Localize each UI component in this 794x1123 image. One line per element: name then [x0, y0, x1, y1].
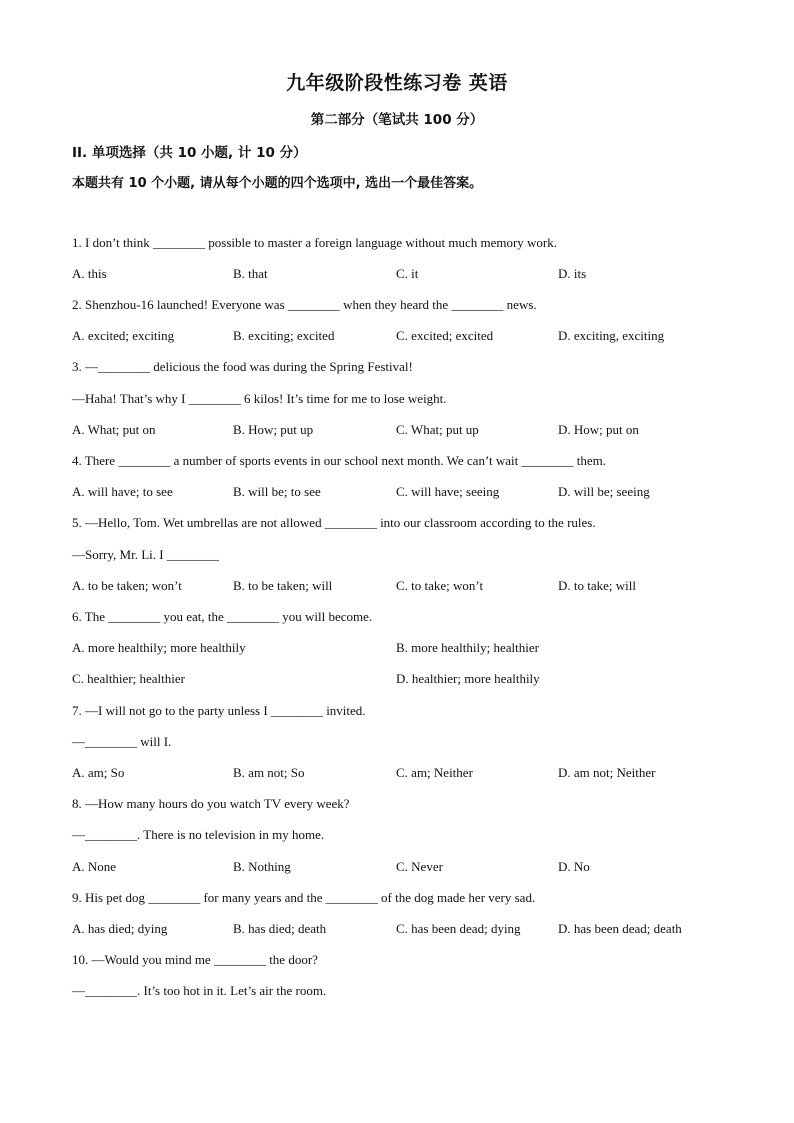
question-9-option-d: D. has been dead; death [558, 921, 682, 936]
question-3-option-d: D. How; put on [558, 422, 639, 437]
question-6-stem: 6. The ________ you eat, the ________ you will become. [72, 609, 373, 624]
question-6-option-a: A. more healthily; more healthily [72, 640, 246, 655]
question-2-option-a: A. excited; exciting [72, 328, 175, 343]
question-1-option-b: B. that [233, 266, 268, 281]
section-instruction: 本题共有 10 个小题, 请从每个小题的四个选项中, 选出一个最佳答案。 [72, 176, 483, 191]
question-6-option-d: D. healthier; more healthily [396, 671, 540, 686]
question-9-option-b: B. has died; death [233, 921, 327, 936]
question-10-stem: 10. —Would you mind me ________ the door? [72, 952, 318, 967]
question-5-option-b: B. to be taken; will [233, 578, 333, 593]
exam-subtitle: 第二部分（笔试共 100 分） [310, 112, 484, 128]
question-3-option-a: A. What; put on [72, 422, 156, 437]
question-7-option-b: B. am not; So [233, 765, 305, 780]
question-5-option-d: D. to take; will [558, 578, 636, 593]
question-8-option-d: D. No [558, 859, 590, 874]
question-8-option-c: C. Never [396, 859, 443, 874]
question-4-option-a: A. will have; to see [72, 484, 173, 499]
question-2-option-d: D. exciting, exciting [558, 328, 665, 343]
question-8-option-b: B. Nothing [233, 859, 291, 874]
question-3-stem-line-2: —Haha! That’s why I ________ 6 kilos! It’s time for me to lose weight. [72, 391, 447, 406]
question-5-stem: 5. —Hello, Tom. Wet umbrellas are not allowed ________ into our classroom according to the rules. [72, 515, 596, 530]
exam-title: 九年级阶段性练习卷 英语 [286, 72, 508, 94]
question-10-stem-line-2: —________. It’s too hot in it. Let’s air the room. [72, 983, 327, 998]
question-3-option-c: C. What; put up [396, 422, 479, 437]
question-7-option-a: A. am; So [72, 765, 125, 780]
question-7-stem: 7. —I will not go to the party unless I ________ invited. [72, 703, 366, 718]
question-4-option-b: B. will be; to see [233, 484, 321, 499]
question-7-option-c: C. am; Neither [396, 765, 473, 780]
question-1-option-d: D. its [558, 266, 587, 281]
question-2-stem: 2. Shenzhou-16 launched! Everyone was ________ when they heard the ________ news. [72, 297, 537, 312]
question-1-stem: 1. I don’t think ________ possible to master a foreign language without much memory work. [72, 235, 558, 250]
section-heading: II. 单项选择（共 10 小题, 计 10 分） [72, 145, 307, 161]
question-8-option-a: A. None [72, 859, 117, 874]
question-2-option-b: B. exciting; excited [233, 328, 335, 343]
question-5-stem-line-2: —Sorry, Mr. Li. I ________ [72, 547, 219, 562]
question-4-stem: 4. There ________ a number of sports events in our school next month. We can’t wait ________ them. [72, 453, 607, 468]
question-5-option-c: C. to take; won’t [396, 578, 484, 593]
question-7-option-d: D. am not; Neither [558, 765, 656, 780]
question-3-stem: 3. —________ delicious the food was during the Spring Festival! [72, 359, 413, 374]
question-8-stem-line-2: —________. There is no television in my home. [72, 827, 325, 842]
question-4-option-c: C. will have; seeing [396, 484, 500, 499]
question-3-option-b: B. How; put up [233, 422, 314, 437]
question-9-stem: 9. His pet dog ________ for many years and the ________ of the dog made her very sad. [72, 890, 536, 905]
question-9-option-a: A. has died; dying [72, 921, 168, 936]
question-6-option-c: C. healthier; healthier [72, 671, 185, 686]
question-7-stem-line-2: —________ will I. [72, 734, 172, 749]
question-1-option-c: C. it [396, 266, 419, 281]
question-5-option-a: A. to be taken; won’t [72, 578, 182, 593]
question-9-option-c: C. has been dead; dying [396, 921, 521, 936]
question-1-option-a: A. this [72, 266, 107, 281]
question-2-option-c: C. excited; excited [396, 328, 494, 343]
question-4-option-d: D. will be; seeing [558, 484, 650, 499]
question-8-stem: 8. —How many hours do you watch TV every week? [72, 796, 350, 811]
question-6-option-b: B. more healthily; healthier [396, 640, 539, 655]
